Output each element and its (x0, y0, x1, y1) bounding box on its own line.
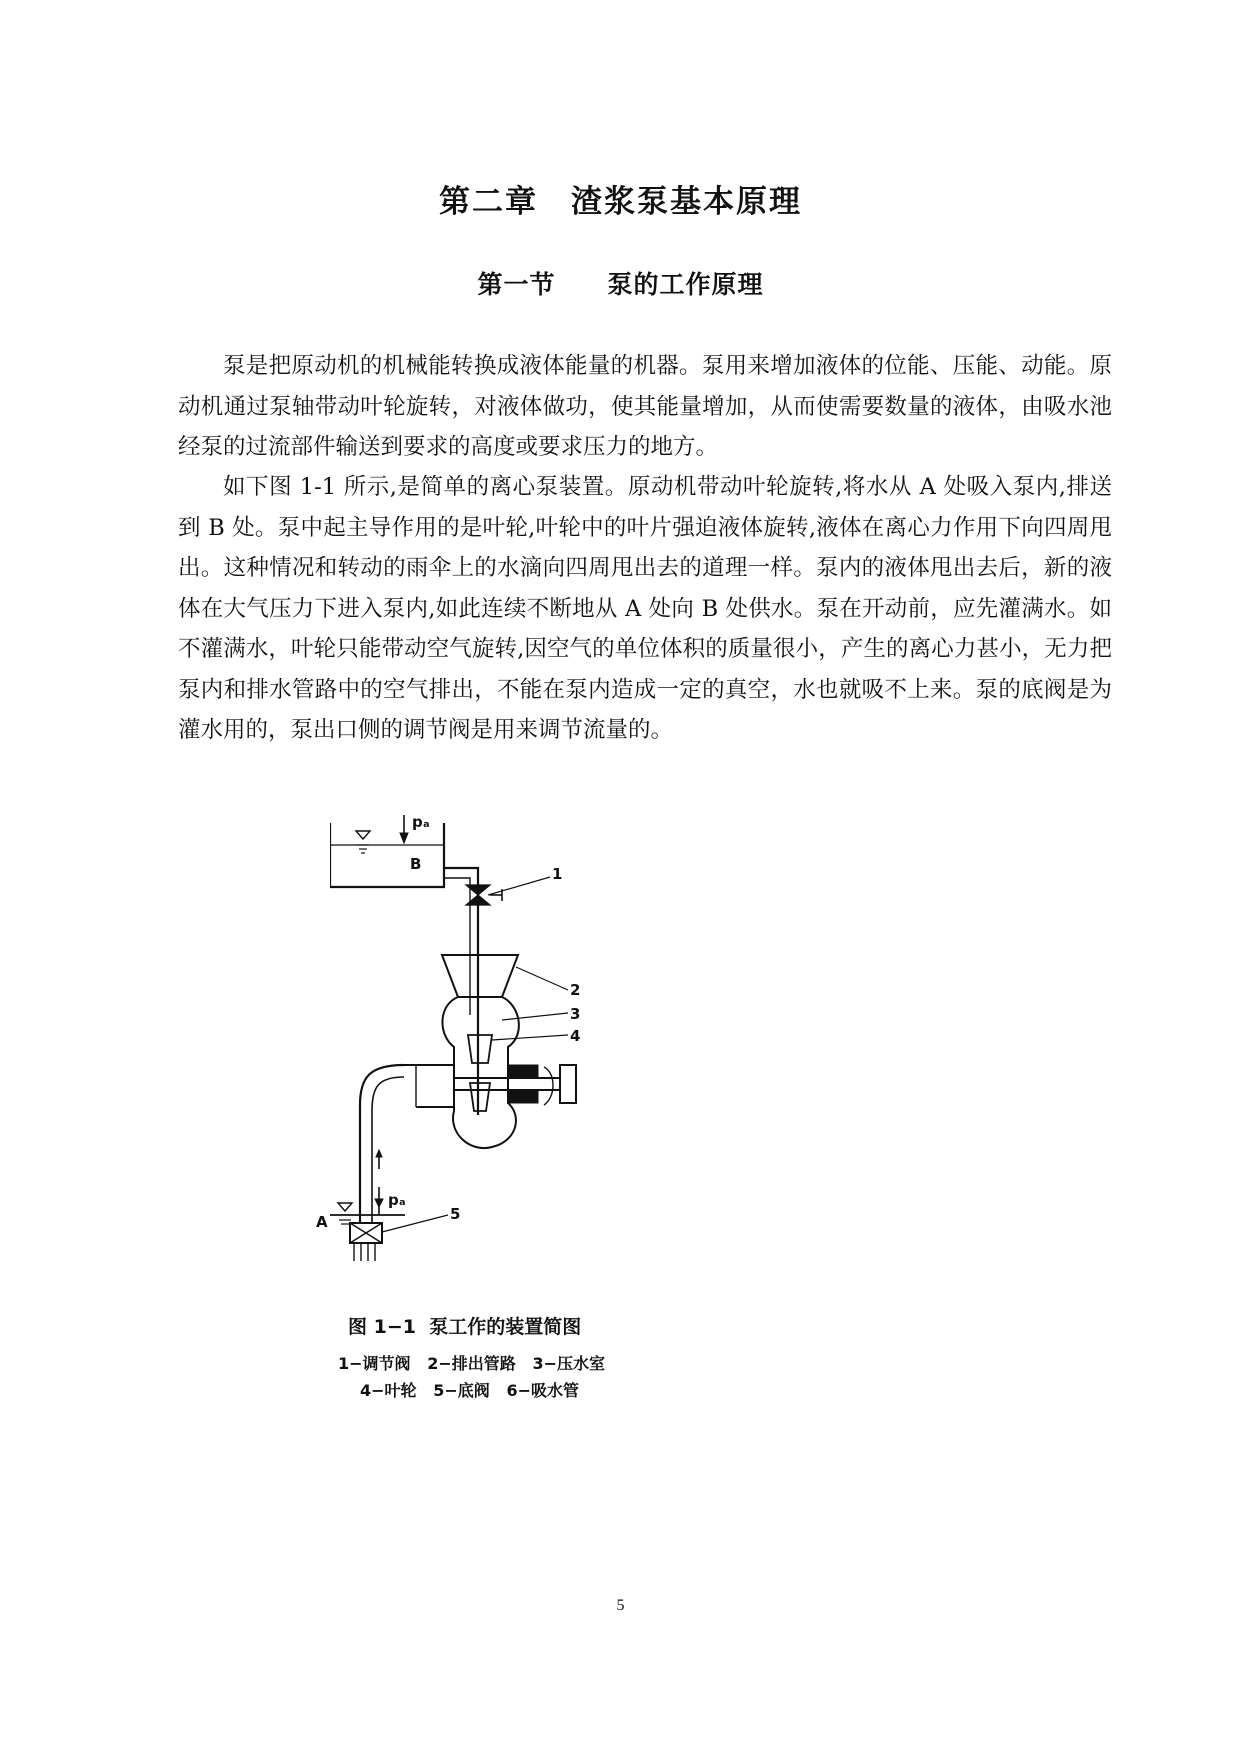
discharge-cone (442, 955, 518, 997)
chapter-title: 第二章 渣浆泵基本原理 (439, 184, 802, 220)
lower-water-level-symbol (338, 1203, 352, 1211)
label-number-2: 2 (570, 981, 581, 999)
suction-inlet (404, 1065, 454, 1107)
bearing-lower (508, 1091, 538, 1103)
paragraph-centrifugal-pump: 如下图 1-1 所示,是简单的离心泵装置。原动机带动叶轮旋转,将水从 A 处吸入泵内,排送到 B 处。泵中起主导作用的是叶轮,叶轮中的叶片强迫液体旋转,液体在离心力作用下向四周甩出。这种情况和转动的雨伞上的水滴向四周甩出去的道理一样。泵内的液体甩出去后，新的液体在大气压力下进入泵内,如此连续不断地从 A 处向 B 处供水。泵在开动前，应先灌满水。如不灌满水，叶轮只能带动空气旋转,因空气的单位体积的质量很小，产生的离心力甚小，无力把泵内和排水管路中的空气排出，不能在泵内造成一定的真空，水也就吸不上来。泵的底阀是为灌水用的，泵出口侧的调节阀是用来调节流量的。 (178, 474, 1112, 743)
section-title: 第一节 泵的工作原理 (477, 270, 764, 299)
bearing-upper (508, 1065, 538, 1077)
figure-caption: 图 1−1 泵工作的装置简图 (348, 1316, 582, 1338)
figure-legend-line-2: 4−叶轮 5−底阀 6−吸水管 (360, 1381, 580, 1400)
rotation-arrow (544, 1067, 553, 1105)
label-a: A (316, 1213, 328, 1231)
label-pa-top: pₐ (412, 813, 430, 831)
label-number-4: 4 (570, 1027, 581, 1045)
impeller (468, 1035, 492, 1063)
pump-installation-figure (316, 813, 650, 1400)
label-pa-bottom: pₐ (388, 1191, 406, 1209)
label-number-3: 3 (570, 1005, 581, 1023)
upper-tank (330, 823, 444, 887)
label-b: B (410, 855, 422, 873)
coupling (560, 1065, 576, 1103)
upper-water-level-symbol (356, 831, 370, 839)
label-number-5: 5 (450, 1205, 461, 1223)
figure-legend-line-1: 1−调节阀 2−排出管路 3−压水室 (338, 1354, 606, 1373)
paragraph-pump-definition: 泵是把原动机的机械能转换成液体能量的机器。泵用来增加液体的位能、压能、动能。原动机通过泵轴带动叶轮旋转，对液体做功，使其能量增加，从而使需要数量的液体，由吸水池经泵的过流部件输送到要求的高度或要求压力的地方。 (178, 353, 1112, 460)
pump-installation-diagram (330, 815, 650, 1300)
page-number: 5 (616, 1597, 625, 1614)
label-number-1: 1 (552, 865, 563, 883)
